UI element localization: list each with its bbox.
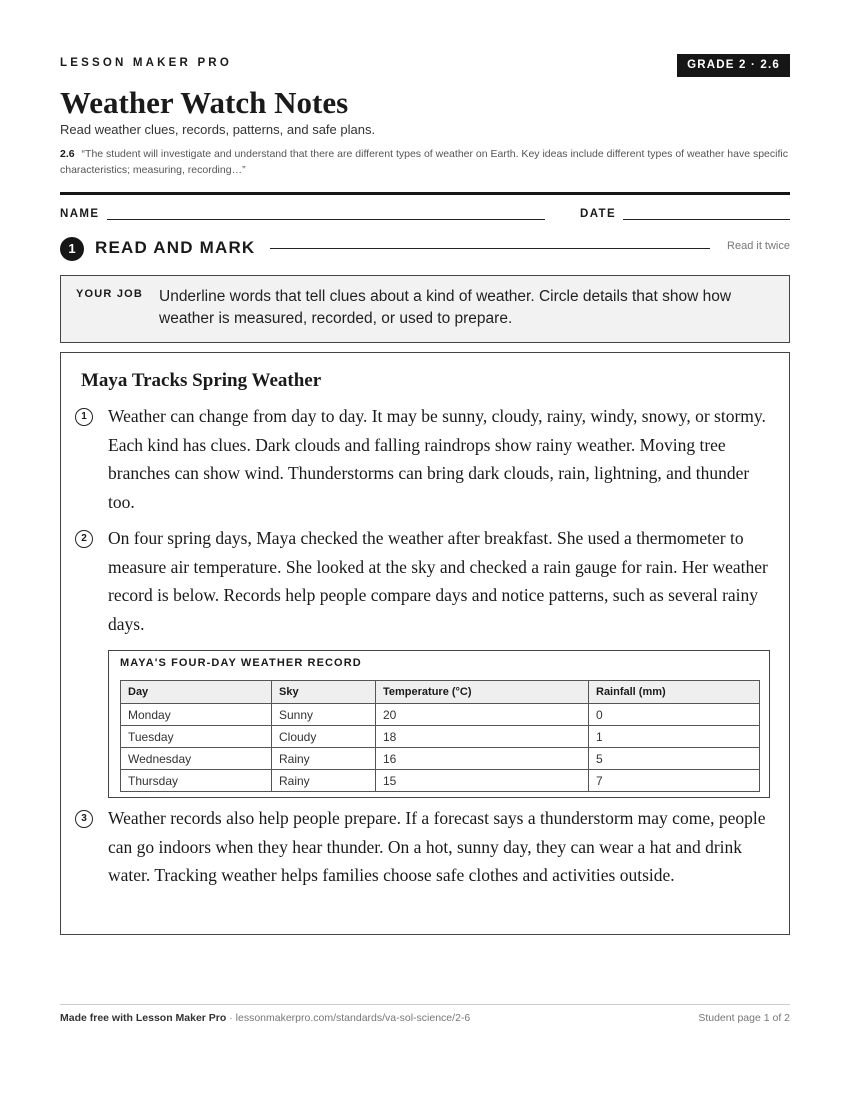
footer-credit — [60, 1012, 470, 1024]
footer-divider — [60, 1004, 790, 1005]
standard-code: 2.6 — [60, 148, 75, 160]
table-cell: 7 — [589, 770, 760, 792]
date-label: DATE — [580, 208, 617, 220]
standard-text: “The student will investigate and understand that there are different types of weather on Earth. Key ideas include different types of weather have specific characteristics; measuring, recording…” — [60, 148, 788, 176]
footer-url[interactable]: · lessonmakerpro.com/standards/va-sol-science/2-6 — [226, 1012, 471, 1024]
table-row — [121, 748, 760, 770]
paragraph-number: 3 — [75, 810, 93, 828]
table-row — [121, 726, 760, 748]
grade-badge: GRADE 2 · 2.6 — [677, 54, 790, 77]
table-cell: 5 — [589, 748, 760, 770]
table-cell: Sunny — [272, 704, 376, 726]
table-row — [121, 770, 760, 792]
name-line[interactable] — [107, 219, 545, 220]
column-header: Sky — [272, 681, 376, 704]
page-title: Weather Watch Notes — [60, 85, 349, 120]
paragraph-3: Weather records also help people prepare. If a forecast says a thunderstorm may come, people can go indoors when they hear thunder. On a hot, sunny day, they can wear a hat and drink water. Tracking weather helps families choose safe clothes and activities outside. — [108, 808, 766, 885]
footer-made-with: Made free with Lesson Maker Pro — [60, 1012, 227, 1024]
table-cell: 18 — [376, 726, 589, 748]
column-header: Day — [121, 681, 272, 704]
section-title: READ AND MARK — [95, 238, 256, 257]
your-job-label: YOUR JOB — [76, 288, 144, 300]
your-job-text: Underline words that tell clues about a kind of weather. Circle details that show how weather is measured, recorded, or used to prepare. — [159, 288, 732, 327]
reading-passage-box — [60, 352, 790, 935]
table-cell: Rainy — [272, 770, 376, 792]
table-cell: Tuesday — [121, 726, 272, 748]
date-line[interactable] — [623, 219, 790, 220]
paragraph-2: On four spring days, Maya checked the weather after breakfast. She used a thermometer to measure air temperature. She looked at the sky and checked a rain gauge for rain. Her weather record is below. Records help people compare days and notice patterns, such as several rainy days. — [108, 528, 768, 634]
footer-page-number: Student page 1 of 2 — [698, 1012, 790, 1024]
table-cell: 16 — [376, 748, 589, 770]
weather-record-title: MAYA'S FOUR-DAY WEATHER RECORD — [120, 657, 362, 669]
weather-record-box — [108, 650, 770, 798]
section-number: 1 — [60, 237, 84, 261]
column-header: Rainfall (mm) — [589, 681, 760, 704]
table-row — [121, 704, 760, 726]
page-subtitle: Read weather clues, records, patterns, and safe plans. — [60, 122, 376, 137]
table-cell: Rainy — [272, 748, 376, 770]
table-cell: 15 — [376, 770, 589, 792]
column-header: Temperature (°C) — [376, 681, 589, 704]
standard-statement — [60, 146, 790, 178]
paragraph-number: 2 — [75, 530, 93, 548]
header-divider — [60, 192, 790, 195]
your-job-box — [60, 275, 790, 343]
table-cell: Thursday — [121, 770, 272, 792]
section-divider — [270, 248, 710, 249]
paragraph-1: Weather can change from day to day. It may be sunny, cloudy, rainy, windy, snowy, or stormy. Each kind has clues. Dark clouds and falling raindrops show rainy weather. Moving tree branches can show wind. Thunderstorms can bring dark clouds, rain, lightning, and thunder too. — [108, 406, 766, 512]
table-cell: Monday — [121, 704, 272, 726]
table-cell: 20 — [376, 704, 589, 726]
paragraph-number: 1 — [75, 408, 93, 426]
story-title: Maya Tracks Spring Weather — [81, 370, 322, 391]
table-header-row — [121, 681, 760, 704]
brand-name: LESSON MAKER PRO — [60, 57, 232, 69]
table-cell: Cloudy — [272, 726, 376, 748]
table-cell: 1 — [589, 726, 760, 748]
section-note: Read it twice — [727, 240, 790, 252]
table-cell: Wednesday — [121, 748, 272, 770]
name-label: NAME — [60, 208, 100, 220]
table-cell: 0 — [589, 704, 760, 726]
weather-record-table — [120, 680, 760, 792]
